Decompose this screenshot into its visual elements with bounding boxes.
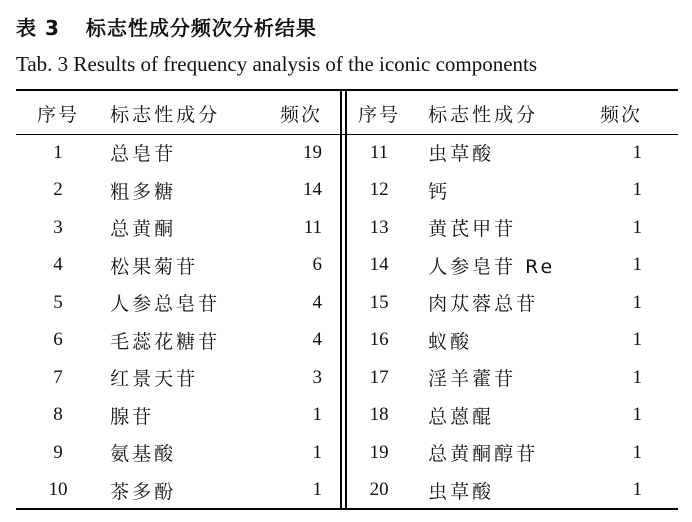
table-row [348,359,678,397]
row-id: 14 [369,254,389,276]
row-component-name: 虫草酸 [428,143,495,166]
table-title: 标志性成分频次分析结果 [85,16,317,40]
row-frequency: 1 [632,179,642,201]
row-component-name: 蚁酸 [428,330,473,353]
row-component-name: 总皂苷 [110,143,177,166]
row-frequency: 1 [632,366,642,388]
row-id: 7 [53,366,63,388]
row-component-name: 粗多糖 [110,180,177,203]
row-id: 19 [369,441,389,463]
row-frequency: 1 [632,216,642,238]
table-row [16,134,340,172]
table-row [348,134,678,172]
header-name: 标志性成分 [110,103,221,126]
row-id: 8 [53,404,63,426]
row-component-name: 茶多酚 [110,480,177,503]
row-component-name: 氨基酸 [110,443,177,466]
row-id: 6 [53,329,63,351]
row-frequency: 4 [312,329,322,351]
header-name: 标志性成分 [428,103,539,126]
row-frequency: 4 [312,291,322,313]
row-id: 17 [369,366,389,388]
row-component-name: 红景天苷 [110,368,199,391]
row-id: 18 [369,404,389,426]
table-row [16,247,340,285]
row-id: 4 [53,254,63,276]
table-row [16,472,340,510]
table-row [348,284,678,322]
table-row [16,359,340,397]
header-row [348,92,678,134]
table-row [16,284,340,322]
frequency-table-right [348,92,678,509]
row-id: 1 [53,141,63,163]
table-row [16,397,340,435]
row-frequency: 19 [303,141,322,163]
row-frequency: 1 [632,441,642,463]
row-id: 20 [369,479,389,501]
row-frequency: 1 [632,254,642,276]
frequency-table-left [16,92,340,509]
row-frequency: 1 [632,141,642,163]
table-caption-en: Tab. 3 Results of frequency analysis of the iconic components [16,52,538,76]
row-frequency: 1 [632,479,642,501]
table-row [348,247,678,285]
row-frequency: 1 [312,441,322,463]
table-row [16,172,340,210]
row-component-name: 人参总皂苷 [110,293,221,316]
header-id: 序号 [358,104,401,126]
table-row [16,434,340,472]
row-id: 16 [369,329,389,351]
row-frequency: 14 [303,179,322,201]
row-id: 11 [369,141,389,163]
row-component-name: 肉苁蓉总苷 [428,293,539,316]
row-frequency: 1 [312,404,322,426]
row-component-name: 钙 [428,180,451,203]
row-component-name: 总黄酮醇苷 [428,443,539,466]
row-frequency: 1 [312,479,322,501]
row-frequency: 3 [312,366,322,388]
header-row [16,92,340,134]
row-id: 2 [53,179,63,201]
top-rule [16,89,678,91]
header-id: 序号 [37,104,80,126]
table-row [16,322,340,360]
table-caption-cn [16,12,317,41]
row-component-name: 总蒽醌 [428,405,495,428]
row-component-name: 腺苷 [110,405,155,428]
row-component-name: 人参皂苷 Re [428,255,556,278]
row-component-name: 淫羊藿苷 [428,368,517,391]
row-id: 5 [53,291,63,313]
table-row [348,472,678,510]
header-freq: 频次 [279,104,322,126]
column-divider-right [345,90,347,510]
row-component-name: 虫草酸 [428,480,495,503]
row-id: 13 [369,216,389,238]
row-frequency: 1 [632,404,642,426]
row-frequency: 6 [312,254,322,276]
row-frequency: 11 [303,216,322,238]
row-id: 10 [48,479,68,501]
row-component-name: 松果菊苷 [110,255,199,278]
table-row [348,397,678,435]
table-row [348,322,678,360]
row-frequency: 1 [632,329,642,351]
row-id: 15 [369,291,389,313]
table-row [348,434,678,472]
row-id: 9 [53,441,63,463]
table-row [16,209,340,247]
row-frequency: 1 [632,291,642,313]
row-component-name: 总黄酮 [110,218,177,241]
row-component-name: 黄芪甲苷 [428,218,517,241]
header-freq: 频次 [599,104,642,126]
column-divider-left [340,90,342,510]
table-row [348,209,678,247]
table-label: 表 3 [16,16,60,40]
row-component-name: 毛蕊花糖苷 [110,330,221,353]
table-row [348,172,678,210]
row-id: 12 [369,179,389,201]
row-id: 3 [53,216,63,238]
